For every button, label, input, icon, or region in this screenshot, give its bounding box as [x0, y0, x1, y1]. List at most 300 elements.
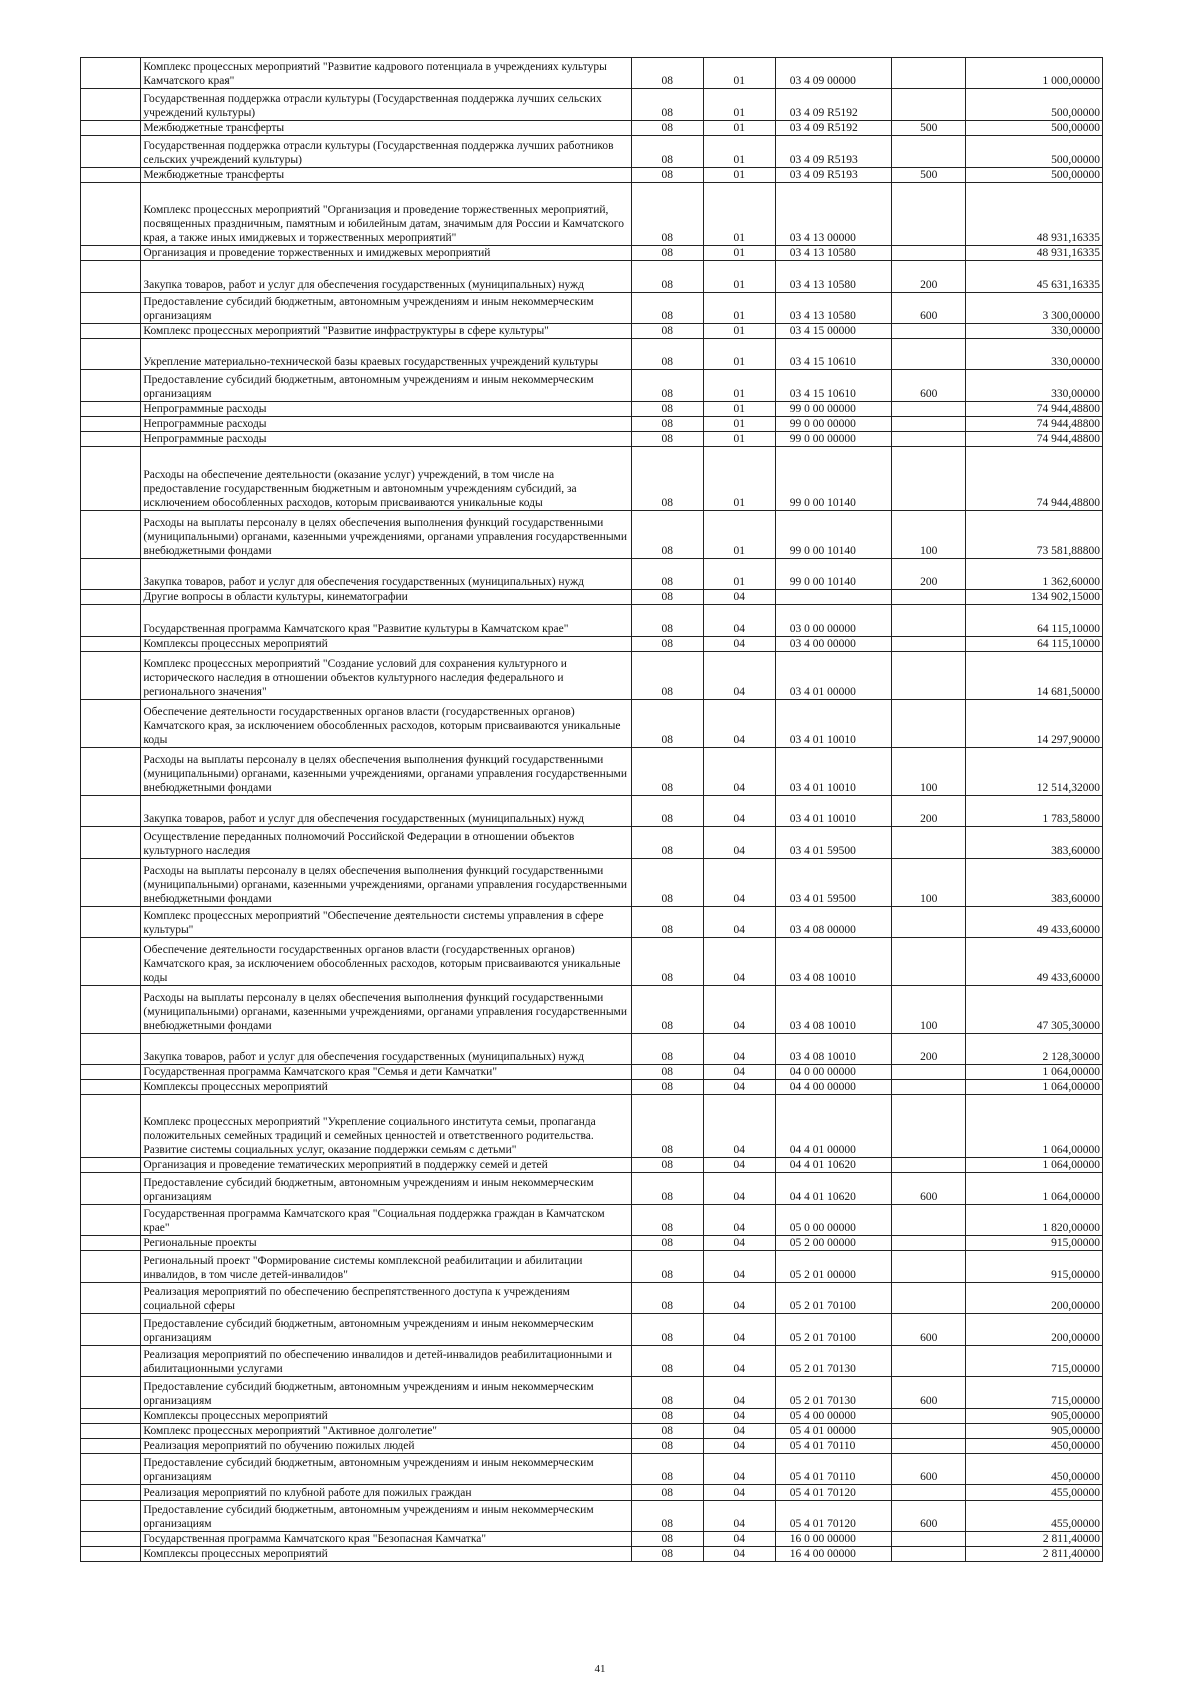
row-section-cell: 08 — [631, 447, 703, 511]
row-target-article-cell: 05 0 00 00000 — [775, 1205, 891, 1236]
row-section-cell: 08 — [631, 986, 703, 1034]
row-section-cell: 08 — [631, 1173, 703, 1205]
row-section-cell: 08 — [631, 1424, 703, 1439]
row-name-cell: Закупка товаров, работ и услуг для обеспечения государственных (муниципальных) нужд — [141, 1034, 631, 1065]
table-row — [81, 324, 1103, 339]
row-amount-cell: 1 064,00000 — [966, 1095, 1103, 1158]
row-section-cell: 08 — [631, 652, 703, 700]
row-target-article-cell: 03 4 08 10010 — [775, 938, 891, 986]
row-amount-cell: 3 300,00000 — [966, 293, 1103, 324]
row-target-article-cell: 03 4 15 10610 — [775, 370, 891, 402]
row-name-cell: Государственная программа Камчатского края "Социальная поддержка граждан в Камчатском крае" — [141, 1205, 631, 1236]
row-expense-type-cell — [892, 1439, 966, 1454]
table-row — [81, 1409, 1103, 1424]
row-name-cell: Расходы на выплаты персоналу в целях обеспечения выполнения функций государственными (муниципальными) органами, казенными учреждениями, органами управления государственными внебюджетными фондами — [141, 511, 631, 559]
row-amount-cell: 500,00000 — [966, 168, 1103, 183]
row-blank-cell — [81, 1439, 141, 1454]
row-target-article-cell: 05 4 01 70110 — [775, 1454, 891, 1485]
row-subsection-cell: 01 — [703, 339, 775, 370]
row-blank-cell — [81, 511, 141, 559]
table-row — [81, 1205, 1103, 1236]
row-target-article-cell: 03 4 08 10010 — [775, 986, 891, 1034]
row-target-article-cell: 05 2 01 70100 — [775, 1314, 891, 1346]
row-expense-type-cell: 600 — [892, 370, 966, 402]
row-target-article-cell: 04 4 01 10620 — [775, 1173, 891, 1205]
row-name-cell: Региональный проект "Формирование системы комплексной реабилитации и абилитации инвалидов, в том числе детей-инвалидов" — [141, 1251, 631, 1283]
row-subsection-cell: 04 — [703, 637, 775, 652]
row-name-cell: Организация и проведение торжественных и имиджевых мероприятий — [141, 246, 631, 261]
row-subsection-cell: 01 — [703, 261, 775, 293]
row-amount-cell: 450,00000 — [966, 1454, 1103, 1485]
row-amount-cell: 74 944,48800 — [966, 417, 1103, 432]
row-name-cell: Закупка товаров, работ и услуг для обеспечения государственных (муниципальных) нужд — [141, 559, 631, 590]
row-subsection-cell: 01 — [703, 58, 775, 89]
row-amount-cell: 383,60000 — [966, 859, 1103, 907]
row-expense-type-cell — [892, 1251, 966, 1283]
row-target-article-cell: 99 0 00 00000 — [775, 402, 891, 417]
row-subsection-cell: 04 — [703, 1173, 775, 1205]
table-row — [81, 986, 1103, 1034]
table-row — [81, 447, 1103, 511]
row-subsection-cell: 04 — [703, 700, 775, 748]
row-blank-cell — [81, 559, 141, 590]
row-name-cell: Комплекс процессных мероприятий "Укрепление социального института семьи, пропаганда положительных семейных традиций и семейных ценностей и ответственного родительства. Развитие системы социальных услуг, оказание поддержки семьям с детьми" — [141, 1095, 631, 1158]
row-section-cell: 08 — [631, 827, 703, 859]
row-subsection-cell: 01 — [703, 183, 775, 246]
row-target-article-cell: 03 4 01 59500 — [775, 859, 891, 907]
row-amount-cell: 715,00000 — [966, 1377, 1103, 1409]
row-blank-cell — [81, 324, 141, 339]
row-blank-cell — [81, 1065, 141, 1080]
row-blank-cell — [81, 1173, 141, 1205]
row-expense-type-cell — [892, 1547, 966, 1562]
table-row — [81, 511, 1103, 559]
table-row — [81, 417, 1103, 432]
row-subsection-cell: 04 — [703, 907, 775, 938]
row-subsection-cell: 04 — [703, 1454, 775, 1485]
row-subsection-cell: 04 — [703, 1485, 775, 1501]
row-blank-cell — [81, 1034, 141, 1065]
row-section-cell: 08 — [631, 1547, 703, 1562]
row-blank-cell — [81, 1547, 141, 1562]
row-section-cell: 08 — [631, 136, 703, 168]
row-target-article-cell: 05 2 00 00000 — [775, 1236, 891, 1251]
row-section-cell: 08 — [631, 907, 703, 938]
table-row — [81, 938, 1103, 986]
row-amount-cell: 450,00000 — [966, 1439, 1103, 1454]
table-row — [81, 293, 1103, 324]
table-row — [81, 1501, 1103, 1532]
row-amount-cell: 47 305,30000 — [966, 986, 1103, 1034]
row-subsection-cell: 04 — [703, 652, 775, 700]
row-target-article-cell: 99 0 00 10140 — [775, 511, 891, 559]
row-section-cell: 08 — [631, 183, 703, 246]
row-amount-cell: 330,00000 — [966, 370, 1103, 402]
row-subsection-cell: 04 — [703, 1080, 775, 1095]
row-amount-cell: 915,00000 — [966, 1236, 1103, 1251]
row-target-article-cell: 99 0 00 10140 — [775, 559, 891, 590]
row-section-cell: 08 — [631, 590, 703, 605]
row-expense-type-cell: 200 — [892, 1034, 966, 1065]
row-subsection-cell: 04 — [703, 1065, 775, 1080]
table-row — [81, 370, 1103, 402]
row-blank-cell — [81, 748, 141, 796]
row-subsection-cell: 04 — [703, 1409, 775, 1424]
row-amount-cell: 1 783,58000 — [966, 796, 1103, 827]
row-blank-cell — [81, 1409, 141, 1424]
row-subsection-cell: 01 — [703, 168, 775, 183]
row-expense-type-cell — [892, 637, 966, 652]
table-row — [81, 1236, 1103, 1251]
row-expense-type-cell: 100 — [892, 859, 966, 907]
row-subsection-cell: 04 — [703, 605, 775, 637]
row-amount-cell: 500,00000 — [966, 136, 1103, 168]
row-name-cell: Реализация мероприятий по обучению пожилых людей — [141, 1439, 631, 1454]
row-target-article-cell: 03 4 08 00000 — [775, 907, 891, 938]
row-name-cell: Непрограммные расходы — [141, 432, 631, 447]
row-amount-cell: 383,60000 — [966, 827, 1103, 859]
row-name-cell: Реализация мероприятий по обеспечению инвалидов и детей-инвалидов реабилитационными и абилитационными услугами — [141, 1346, 631, 1377]
row-subsection-cell: 04 — [703, 1346, 775, 1377]
row-subsection-cell: 01 — [703, 511, 775, 559]
row-blank-cell — [81, 1346, 141, 1377]
row-section-cell: 08 — [631, 1439, 703, 1454]
table-body — [81, 58, 1103, 1562]
row-section-cell: 08 — [631, 1034, 703, 1065]
row-target-article-cell: 04 0 00 00000 — [775, 1065, 891, 1080]
row-subsection-cell: 04 — [703, 1158, 775, 1173]
row-amount-cell: 134 902,15000 — [966, 590, 1103, 605]
row-amount-cell: 2 811,40000 — [966, 1532, 1103, 1547]
row-section-cell: 08 — [631, 168, 703, 183]
row-section-cell: 08 — [631, 1065, 703, 1080]
table-row — [81, 58, 1103, 89]
row-subsection-cell: 04 — [703, 1501, 775, 1532]
row-subsection-cell: 01 — [703, 432, 775, 447]
row-amount-cell: 330,00000 — [966, 324, 1103, 339]
row-expense-type-cell — [892, 590, 966, 605]
row-blank-cell — [81, 637, 141, 652]
table-row — [81, 1485, 1103, 1501]
row-blank-cell — [81, 1095, 141, 1158]
row-name-cell: Предоставление субсидий бюджетным, автономным учреждениям и иным некоммерческим организациям — [141, 1314, 631, 1346]
row-section-cell: 08 — [631, 402, 703, 417]
row-subsection-cell: 04 — [703, 1034, 775, 1065]
row-expense-type-cell — [892, 1236, 966, 1251]
row-expense-type-cell — [892, 700, 966, 748]
row-section-cell: 08 — [631, 511, 703, 559]
table-row — [81, 136, 1103, 168]
row-amount-cell: 905,00000 — [966, 1424, 1103, 1439]
row-target-article-cell: 03 4 09 R5192 — [775, 121, 891, 136]
row-amount-cell: 12 514,32000 — [966, 748, 1103, 796]
row-section-cell: 08 — [631, 339, 703, 370]
row-subsection-cell: 04 — [703, 748, 775, 796]
row-section-cell: 08 — [631, 1283, 703, 1314]
row-section-cell: 08 — [631, 1205, 703, 1236]
row-expense-type-cell — [892, 652, 966, 700]
row-name-cell: Непрограммные расходы — [141, 417, 631, 432]
row-subsection-cell: 04 — [703, 1439, 775, 1454]
table-row — [81, 246, 1103, 261]
row-amount-cell: 200,00000 — [966, 1283, 1103, 1314]
row-name-cell: Реализация мероприятий по клубной работе для пожилых граждан — [141, 1485, 631, 1501]
table-row — [81, 1346, 1103, 1377]
row-expense-type-cell — [892, 827, 966, 859]
row-expense-type-cell — [892, 136, 966, 168]
row-name-cell: Комплекс процессных мероприятий "Развитие инфраструктуры в сфере культуры" — [141, 324, 631, 339]
row-section-cell: 08 — [631, 324, 703, 339]
row-subsection-cell: 04 — [703, 1377, 775, 1409]
row-name-cell: Комплекс процессных мероприятий "Развитие кадрового потенциала в учреждениях культуры Камчатского края" — [141, 58, 631, 89]
row-target-article-cell: 03 4 13 10580 — [775, 261, 891, 293]
row-expense-type-cell — [892, 447, 966, 511]
table-row — [81, 1080, 1103, 1095]
row-name-cell: Региональные проекты — [141, 1236, 631, 1251]
row-blank-cell — [81, 590, 141, 605]
row-subsection-cell: 04 — [703, 986, 775, 1034]
row-subsection-cell: 04 — [703, 796, 775, 827]
row-name-cell: Межбюджетные трансферты — [141, 121, 631, 136]
row-subsection-cell: 04 — [703, 827, 775, 859]
row-blank-cell — [81, 1454, 141, 1485]
row-expense-type-cell — [892, 1065, 966, 1080]
row-amount-cell: 330,00000 — [966, 339, 1103, 370]
row-target-article-cell: 03 4 09 00000 — [775, 58, 891, 89]
row-amount-cell: 1 064,00000 — [966, 1065, 1103, 1080]
row-name-cell: Организация и проведение тематических мероприятий в поддержку семей и детей — [141, 1158, 631, 1173]
row-expense-type-cell: 200 — [892, 261, 966, 293]
table-row — [81, 168, 1103, 183]
table-row — [81, 432, 1103, 447]
row-section-cell: 08 — [631, 748, 703, 796]
row-amount-cell: 2 128,30000 — [966, 1034, 1103, 1065]
row-blank-cell — [81, 907, 141, 938]
row-section-cell: 08 — [631, 246, 703, 261]
row-name-cell: Укрепление материально-технической базы краевых государственных учреждений культуры — [141, 339, 631, 370]
row-section-cell: 08 — [631, 1346, 703, 1377]
row-section-cell: 08 — [631, 1158, 703, 1173]
table-row — [81, 796, 1103, 827]
row-target-article-cell: 05 2 01 70130 — [775, 1377, 891, 1409]
row-target-article-cell: 16 0 00 00000 — [775, 1532, 891, 1547]
row-blank-cell — [81, 246, 141, 261]
row-amount-cell: 1 000,00000 — [966, 58, 1103, 89]
row-expense-type-cell — [892, 246, 966, 261]
row-name-cell: Закупка товаров, работ и услуг для обеспечения государственных (муниципальных) нужд — [141, 796, 631, 827]
row-name-cell: Комплекс процессных мероприятий "Активное долголетие" — [141, 1424, 631, 1439]
row-target-article-cell: 03 4 13 10580 — [775, 246, 891, 261]
row-subsection-cell: 01 — [703, 402, 775, 417]
row-amount-cell: 74 944,48800 — [966, 447, 1103, 511]
row-name-cell: Комплексы процессных мероприятий — [141, 1547, 631, 1562]
row-name-cell: Комплекс процессных мероприятий "Организация и проведение торжественных мероприятий, посвященных праздничным, памятным и юбилейным датам, значимым для России и Камчатского края, а также иных имиджевых и торжественных мероприятий" — [141, 183, 631, 246]
row-blank-cell — [81, 121, 141, 136]
row-subsection-cell: 04 — [703, 1095, 775, 1158]
row-name-cell: Расходы на выплаты персоналу в целях обеспечения выполнения функций государственными (муниципальными) органами, казенными учреждениями, органами управления государственными внебюджетными фондами — [141, 748, 631, 796]
table-row — [81, 590, 1103, 605]
row-expense-type-cell: 600 — [892, 1501, 966, 1532]
row-subsection-cell: 04 — [703, 1283, 775, 1314]
row-name-cell: Комплекс процессных мероприятий "Создание условий для сохранения культурного и исторического наследия в отношении объектов культурного наследия федерального и регионального значения" — [141, 652, 631, 700]
row-blank-cell — [81, 605, 141, 637]
row-section-cell: 08 — [631, 938, 703, 986]
row-expense-type-cell: 600 — [892, 1173, 966, 1205]
row-name-cell: Комплекс процессных мероприятий "Обеспечение деятельности системы управления в сфере культуры" — [141, 907, 631, 938]
row-amount-cell: 915,00000 — [966, 1251, 1103, 1283]
row-name-cell: Реализация мероприятий по обеспечению беспрепятственного доступа к учреждениям социальной сферы — [141, 1283, 631, 1314]
row-subsection-cell: 01 — [703, 246, 775, 261]
row-expense-type-cell: 100 — [892, 986, 966, 1034]
row-blank-cell — [81, 652, 141, 700]
row-amount-cell: 64 115,10000 — [966, 637, 1103, 652]
table-row — [81, 1173, 1103, 1205]
row-expense-type-cell — [892, 1532, 966, 1547]
row-amount-cell: 1 064,00000 — [966, 1173, 1103, 1205]
table-row — [81, 1065, 1103, 1080]
row-name-cell: Обеспечение деятельности государственных органов власти (государственных органов) Камчатского края, за исключением обособленных расходов, которым присваиваются уникальные коды — [141, 700, 631, 748]
row-blank-cell — [81, 1251, 141, 1283]
row-target-article-cell: 03 4 01 10010 — [775, 796, 891, 827]
row-blank-cell — [81, 859, 141, 907]
row-blank-cell — [81, 89, 141, 121]
row-blank-cell — [81, 1080, 141, 1095]
table-row — [81, 339, 1103, 370]
table-row — [81, 748, 1103, 796]
table-row — [81, 700, 1103, 748]
table-row — [81, 637, 1103, 652]
row-amount-cell: 1 362,60000 — [966, 559, 1103, 590]
row-amount-cell: 455,00000 — [966, 1485, 1103, 1501]
table-row — [81, 261, 1103, 293]
row-section-cell: 08 — [631, 1532, 703, 1547]
row-subsection-cell: 01 — [703, 447, 775, 511]
row-section-cell: 08 — [631, 1377, 703, 1409]
row-expense-type-cell: 500 — [892, 121, 966, 136]
row-name-cell: Комплексы процессных мероприятий — [141, 1409, 631, 1424]
row-expense-type-cell — [892, 1095, 966, 1158]
table-row — [81, 1095, 1103, 1158]
row-section-cell: 08 — [631, 89, 703, 121]
row-blank-cell — [81, 1205, 141, 1236]
row-section-cell: 08 — [631, 1095, 703, 1158]
row-name-cell: Обеспечение деятельности государственных органов власти (государственных органов) Камчатского края, за исключением обособленных расходов, которым присваиваются уникальные коды — [141, 938, 631, 986]
row-subsection-cell: 04 — [703, 1205, 775, 1236]
row-amount-cell: 14 297,90000 — [966, 700, 1103, 748]
row-target-article-cell: 05 4 01 70110 — [775, 1439, 891, 1454]
table-row — [81, 1034, 1103, 1065]
row-subsection-cell: 04 — [703, 1251, 775, 1283]
row-name-cell: Предоставление субсидий бюджетным, автономным учреждениям и иным некоммерческим организациям — [141, 370, 631, 402]
row-amount-cell: 905,00000 — [966, 1409, 1103, 1424]
row-section-cell: 08 — [631, 1409, 703, 1424]
row-amount-cell: 200,00000 — [966, 1314, 1103, 1346]
table-row — [81, 827, 1103, 859]
budget-table — [80, 57, 1103, 1562]
row-name-cell: Комплексы процессных мероприятий — [141, 1080, 631, 1095]
row-target-article-cell: 03 4 01 10010 — [775, 700, 891, 748]
row-section-cell: 08 — [631, 417, 703, 432]
row-section-cell: 08 — [631, 605, 703, 637]
row-blank-cell — [81, 402, 141, 417]
row-expense-type-cell: 500 — [892, 168, 966, 183]
row-expense-type-cell: 600 — [892, 1314, 966, 1346]
row-amount-cell: 1 064,00000 — [966, 1158, 1103, 1173]
row-section-cell: 08 — [631, 1080, 703, 1095]
row-blank-cell — [81, 339, 141, 370]
row-subsection-cell: 01 — [703, 89, 775, 121]
row-blank-cell — [81, 1314, 141, 1346]
row-target-article-cell: 05 2 01 70130 — [775, 1346, 891, 1377]
row-amount-cell: 74 944,48800 — [966, 432, 1103, 447]
table-row — [81, 1424, 1103, 1439]
row-blank-cell — [81, 370, 141, 402]
row-amount-cell: 500,00000 — [966, 89, 1103, 121]
table-row — [81, 652, 1103, 700]
row-section-cell: 08 — [631, 1314, 703, 1346]
row-blank-cell — [81, 1485, 141, 1501]
row-name-cell: Государственная программа Камчатского края "Безопасная Камчатка" — [141, 1532, 631, 1547]
row-expense-type-cell — [892, 1205, 966, 1236]
row-name-cell: Другие вопросы в области культуры, кинематографии — [141, 590, 631, 605]
row-target-article-cell: 03 4 13 00000 — [775, 183, 891, 246]
row-blank-cell — [81, 168, 141, 183]
row-expense-type-cell — [892, 1080, 966, 1095]
row-section-cell: 08 — [631, 637, 703, 652]
row-blank-cell — [81, 293, 141, 324]
row-subsection-cell: 01 — [703, 370, 775, 402]
row-target-article-cell: 05 2 01 70100 — [775, 1283, 891, 1314]
row-expense-type-cell — [892, 324, 966, 339]
row-target-article-cell: 03 4 15 00000 — [775, 324, 891, 339]
row-expense-type-cell — [892, 907, 966, 938]
row-subsection-cell: 01 — [703, 559, 775, 590]
row-expense-type-cell — [892, 89, 966, 121]
row-target-article-cell: 99 0 00 00000 — [775, 432, 891, 447]
row-subsection-cell: 01 — [703, 324, 775, 339]
row-blank-cell — [81, 417, 141, 432]
row-amount-cell: 1 064,00000 — [966, 1080, 1103, 1095]
row-subsection-cell: 01 — [703, 417, 775, 432]
row-expense-type-cell — [892, 1158, 966, 1173]
row-expense-type-cell — [892, 183, 966, 246]
row-subsection-cell: 04 — [703, 1236, 775, 1251]
row-blank-cell — [81, 1158, 141, 1173]
row-subsection-cell: 04 — [703, 859, 775, 907]
table-row — [81, 1251, 1103, 1283]
row-section-cell: 08 — [631, 370, 703, 402]
row-target-article-cell: 03 4 15 10610 — [775, 339, 891, 370]
row-amount-cell: 14 681,50000 — [966, 652, 1103, 700]
row-name-cell: Расходы на обеспечение деятельности (оказание услуг) учреждений, в том числе на предоставление государственным бюджетным и автономным учреждениям субсидий, за исключением обособленных расходов, которым присваиваются уникальные коды — [141, 447, 631, 511]
row-blank-cell — [81, 1377, 141, 1409]
row-blank-cell — [81, 261, 141, 293]
row-expense-type-cell — [892, 402, 966, 417]
row-target-article-cell — [775, 590, 891, 605]
row-expense-type-cell: 200 — [892, 559, 966, 590]
table-row — [81, 1439, 1103, 1454]
row-section-cell: 08 — [631, 293, 703, 324]
row-section-cell: 08 — [631, 859, 703, 907]
row-blank-cell — [81, 938, 141, 986]
row-name-cell: Предоставление субсидий бюджетным, автономным учреждениям и иным некоммерческим организациям — [141, 1501, 631, 1532]
row-blank-cell — [81, 1236, 141, 1251]
row-section-cell: 08 — [631, 796, 703, 827]
row-expense-type-cell — [892, 605, 966, 637]
row-section-cell: 08 — [631, 432, 703, 447]
row-target-article-cell: 03 4 01 00000 — [775, 652, 891, 700]
row-expense-type-cell: 200 — [892, 796, 966, 827]
